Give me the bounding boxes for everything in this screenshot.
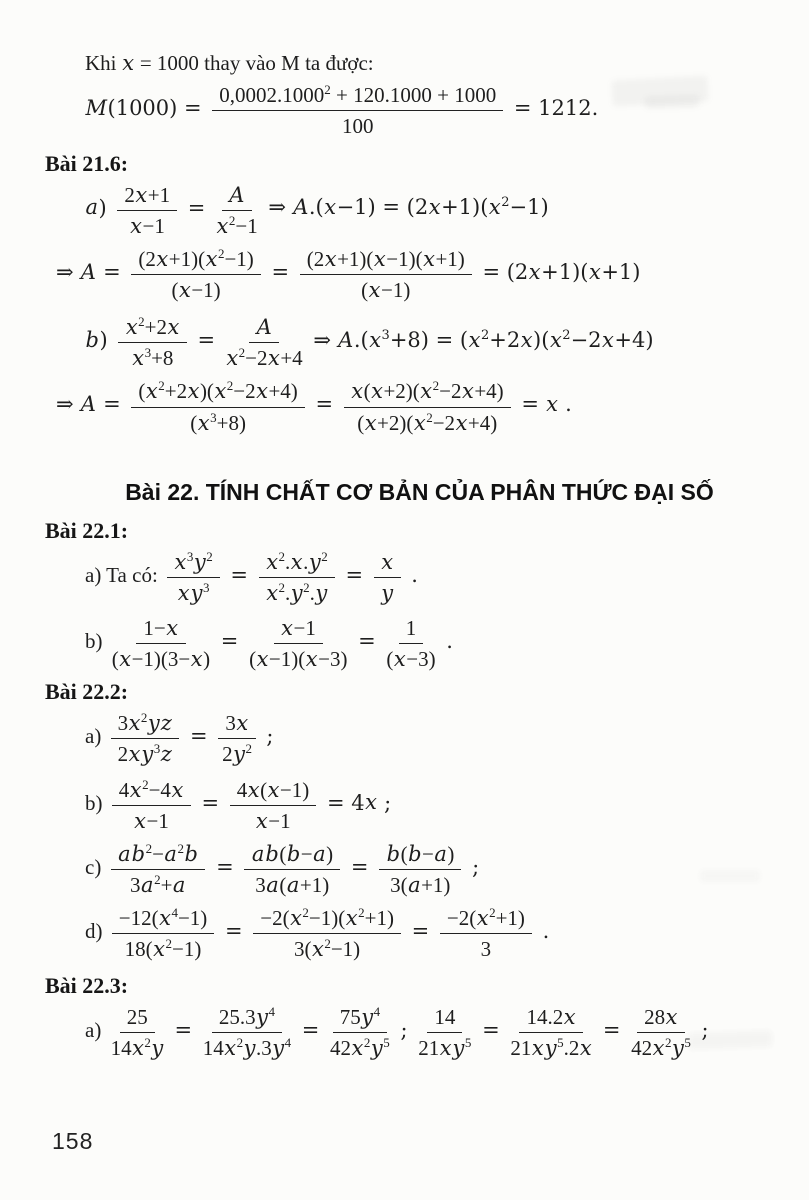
fraction-denominator: $18(x^2-1)$	[124, 936, 202, 962]
fraction-denominator: (x−1)	[361, 277, 411, 302]
fraction-denominator: $xy^3$	[177, 579, 210, 605]
heading-bai-22-3: Bài 22.3:	[45, 973, 129, 999]
text-run: c)	[85, 854, 107, 879]
solution-21-6b-step1	[0, 314, 809, 370]
fraction-numerator: x	[374, 549, 401, 578]
fraction-denominator: $21xy^5.2x$	[510, 1035, 592, 1061]
math-run: a)	[85, 195, 114, 220]
math-run: =	[596, 1018, 628, 1043]
fraction-numerator: ab(b−a)	[244, 841, 340, 870]
fraction-numerator: A	[222, 182, 252, 211]
fraction	[330, 1004, 390, 1060]
fraction-denominator: $14x^2y$	[110, 1035, 164, 1061]
math-run: = 4x ;	[320, 790, 392, 815]
heading-bai-21-6: Bài 21.6:	[45, 150, 129, 176]
math-run: = 1212.	[507, 96, 599, 121]
fraction-denominator: x−1	[255, 808, 291, 833]
math-run: M(1000) =	[85, 96, 209, 121]
math-run: ⇒ A =	[56, 392, 128, 417]
fraction-denominator: $(x^3+8)$	[190, 409, 246, 435]
fraction	[374, 549, 401, 605]
fraction	[203, 1004, 291, 1060]
solution-22-2c	[0, 841, 809, 897]
fraction-numerator: $-12(x^4-1)$	[112, 905, 215, 934]
fraction-denominator: 100	[342, 114, 374, 139]
solution-22-2d	[0, 905, 809, 961]
fraction	[212, 82, 503, 138]
fraction	[386, 615, 435, 671]
fraction	[379, 841, 461, 897]
fraction-denominator: 3	[480, 937, 492, 962]
math-run: =	[344, 854, 376, 879]
fraction	[118, 314, 187, 370]
fraction-denominator: (x−1)(3−x)	[111, 647, 211, 672]
fraction	[244, 841, 340, 897]
fraction	[300, 246, 472, 302]
math-run: b)	[85, 328, 115, 353]
fraction-numerator: 1	[399, 615, 424, 644]
fraction-numerator: 2x+1	[117, 182, 177, 211]
math-run: ⇒ $A.(x^3+8) = (x^2+2x)(x^2-2x+4)$	[306, 328, 654, 353]
text-run: b)	[85, 790, 108, 815]
fraction-denominator: $3a^2+a$	[130, 871, 186, 897]
page-number: 158	[52, 1128, 94, 1154]
heading-bai-22-2: Bài 22.2:	[45, 679, 129, 705]
math-run: =	[223, 562, 255, 587]
math-run: ;	[465, 854, 480, 879]
solution-22-2a	[0, 710, 809, 766]
fraction-numerator: A	[249, 314, 279, 343]
fraction-numerator: 4x(x−1)	[230, 777, 317, 806]
solution-21-6a-step1	[0, 182, 809, 238]
fraction	[259, 549, 335, 605]
fraction	[510, 1004, 592, 1060]
math-run: x	[122, 51, 135, 75]
math-run: =	[264, 259, 296, 284]
math-run: =	[167, 1018, 199, 1043]
fraction	[167, 549, 220, 605]
fraction-numerator: $-2(x^2-1)(x^2+1)$	[253, 905, 401, 934]
fraction-numerator: $0,0002.1000^2 + 120.1000 + 1000$	[212, 82, 503, 111]
fraction-denominator: $3(x^2-1)$	[294, 936, 361, 962]
text-run: Khi	[85, 51, 122, 75]
math-run: =	[351, 628, 383, 653]
fraction	[111, 841, 206, 897]
fraction-numerator: $-2(x^2+1)$	[440, 905, 532, 934]
math-run: =	[214, 628, 246, 653]
fraction	[112, 615, 210, 671]
fraction-denominator: $42x^2y^5$	[631, 1035, 691, 1061]
math-run: = (2x+1)(x+1)	[475, 259, 641, 284]
fraction	[440, 905, 532, 961]
fraction-numerator: $3x^2yz$	[111, 710, 180, 739]
fraction	[226, 314, 303, 370]
fraction	[230, 777, 317, 833]
fraction	[249, 615, 347, 671]
fraction-denominator: $14x^2y.3y^4$	[202, 1035, 292, 1061]
fraction-numerator: b(b−a)	[379, 841, 461, 870]
math-run: ;	[694, 1018, 709, 1043]
math-run: =	[183, 724, 215, 749]
fraction-numerator: 28x	[637, 1004, 685, 1033]
math-run: ;	[259, 724, 274, 749]
fraction-numerator: $x(x+2)(x^2-2x+4)$	[344, 378, 511, 407]
fraction-numerator: $x^3y^2$	[167, 549, 220, 578]
fraction-numerator: $(x^2+2x)(x^2-2x+4)$	[131, 378, 304, 407]
fraction	[344, 378, 511, 434]
bleed-through-artifact	[700, 870, 760, 882]
fraction-denominator: $21xy^5$	[418, 1035, 472, 1061]
math-run: = x .	[514, 392, 572, 417]
fraction-numerator: $ab^2-a^2b$	[111, 841, 206, 870]
fraction	[216, 182, 258, 238]
bleed-through-artifact	[688, 1031, 773, 1050]
fraction	[253, 905, 401, 961]
fraction-denominator: $2y^2$	[222, 741, 252, 767]
fraction-denominator: $x^2.y^2.y$	[266, 579, 328, 605]
text-run: b)	[85, 628, 108, 653]
solution-22-2b	[0, 777, 809, 833]
text-run: = 1000 thay vào M ta được:	[134, 51, 374, 75]
fraction-numerator: 14.2x	[519, 1004, 583, 1033]
fraction-numerator: (2x+1)(x−1)(x+1)	[300, 246, 472, 275]
math-run: =	[218, 919, 250, 944]
fraction-numerator: $4x^2-4x$	[112, 777, 191, 806]
fraction	[631, 1004, 691, 1060]
fraction-numerator: 25	[120, 1004, 155, 1033]
fraction-numerator: 1−x	[136, 615, 185, 644]
solution-22-3a	[0, 1004, 809, 1060]
math-run: ⇒ $A.(x-1) = (2x+1)(x^2-1)$	[261, 195, 549, 220]
fraction-denominator: x−1	[134, 808, 169, 833]
fraction-denominator: $x^2-1$	[216, 212, 258, 238]
solution-21-6a-step2	[0, 246, 809, 302]
text-run: d)	[85, 919, 108, 944]
math-run: =	[181, 195, 213, 220]
fraction-denominator: (x−1)	[171, 277, 221, 302]
math-run: =	[295, 1018, 327, 1043]
fraction-denominator: (x−3)	[386, 647, 436, 672]
math-run: ⇒ A =	[56, 259, 128, 284]
math-run: =	[404, 919, 436, 944]
solution-21-6b-step2	[0, 378, 809, 434]
fraction-denominator: $(x+2)(x^2-2x+4)$	[357, 409, 498, 435]
fraction-numerator: $x^2+2x$	[118, 314, 187, 343]
fraction	[418, 1004, 471, 1060]
intro-text	[0, 50, 809, 76]
fraction-numerator: x−1	[274, 615, 323, 644]
fraction	[131, 378, 304, 434]
bleed-through-artifact	[645, 95, 699, 109]
math-run: .	[535, 919, 550, 944]
math-run: .	[439, 628, 453, 653]
fraction-denominator: (x−1)(x−3)	[249, 647, 348, 672]
fraction	[112, 905, 215, 961]
fraction-numerator: 14	[427, 1004, 462, 1033]
fraction-denominator: $42x^2y^5$	[330, 1035, 390, 1061]
math-run: =	[194, 790, 226, 815]
fraction	[131, 246, 260, 302]
fraction-denominator: $2xy^3z$	[117, 741, 172, 767]
math-run: =	[209, 854, 241, 879]
fraction-numerator: $(2x+1)(x^2-1)$	[131, 246, 260, 275]
math-run: =	[190, 328, 222, 353]
text-run: a)	[85, 724, 107, 749]
math-run: =	[338, 562, 370, 587]
fraction-denominator: 3(a+1)	[390, 872, 451, 897]
solution-22-1a	[0, 549, 809, 605]
fraction	[112, 777, 191, 833]
fraction-denominator: y	[381, 580, 394, 605]
fraction-numerator: 3x	[218, 710, 255, 739]
fraction-denominator: $x^2-2x+4$	[226, 345, 303, 371]
fraction-numerator: $75y^4$	[333, 1004, 387, 1033]
math-run: =	[475, 1018, 507, 1043]
fraction	[218, 710, 255, 766]
fraction	[117, 182, 177, 238]
text-run: a)	[85, 1018, 107, 1043]
fraction-denominator: 3a(a+1)	[255, 872, 330, 897]
text-run: a) Ta có:	[85, 562, 164, 587]
fraction-numerator: $25.3y^4$	[212, 1004, 282, 1033]
fraction-denominator: $x^3+8$	[132, 345, 174, 371]
fraction	[111, 1004, 164, 1060]
fraction-denominator: x−1	[130, 213, 165, 238]
solution-22-1b	[0, 615, 809, 671]
section-title-bai-22: Bài 22. TÍNH CHẤT CƠ BẢN CỦA PHÂN THỨC ĐẠI SỐ	[125, 478, 714, 505]
math-run: ;	[393, 1018, 415, 1043]
heading-bai-22-1: Bài 22.1:	[45, 517, 129, 543]
fraction	[111, 710, 180, 766]
math-run: =	[308, 392, 340, 417]
math-run: .	[404, 562, 418, 587]
fraction-numerator: $x^2.x.y^2$	[259, 549, 335, 578]
